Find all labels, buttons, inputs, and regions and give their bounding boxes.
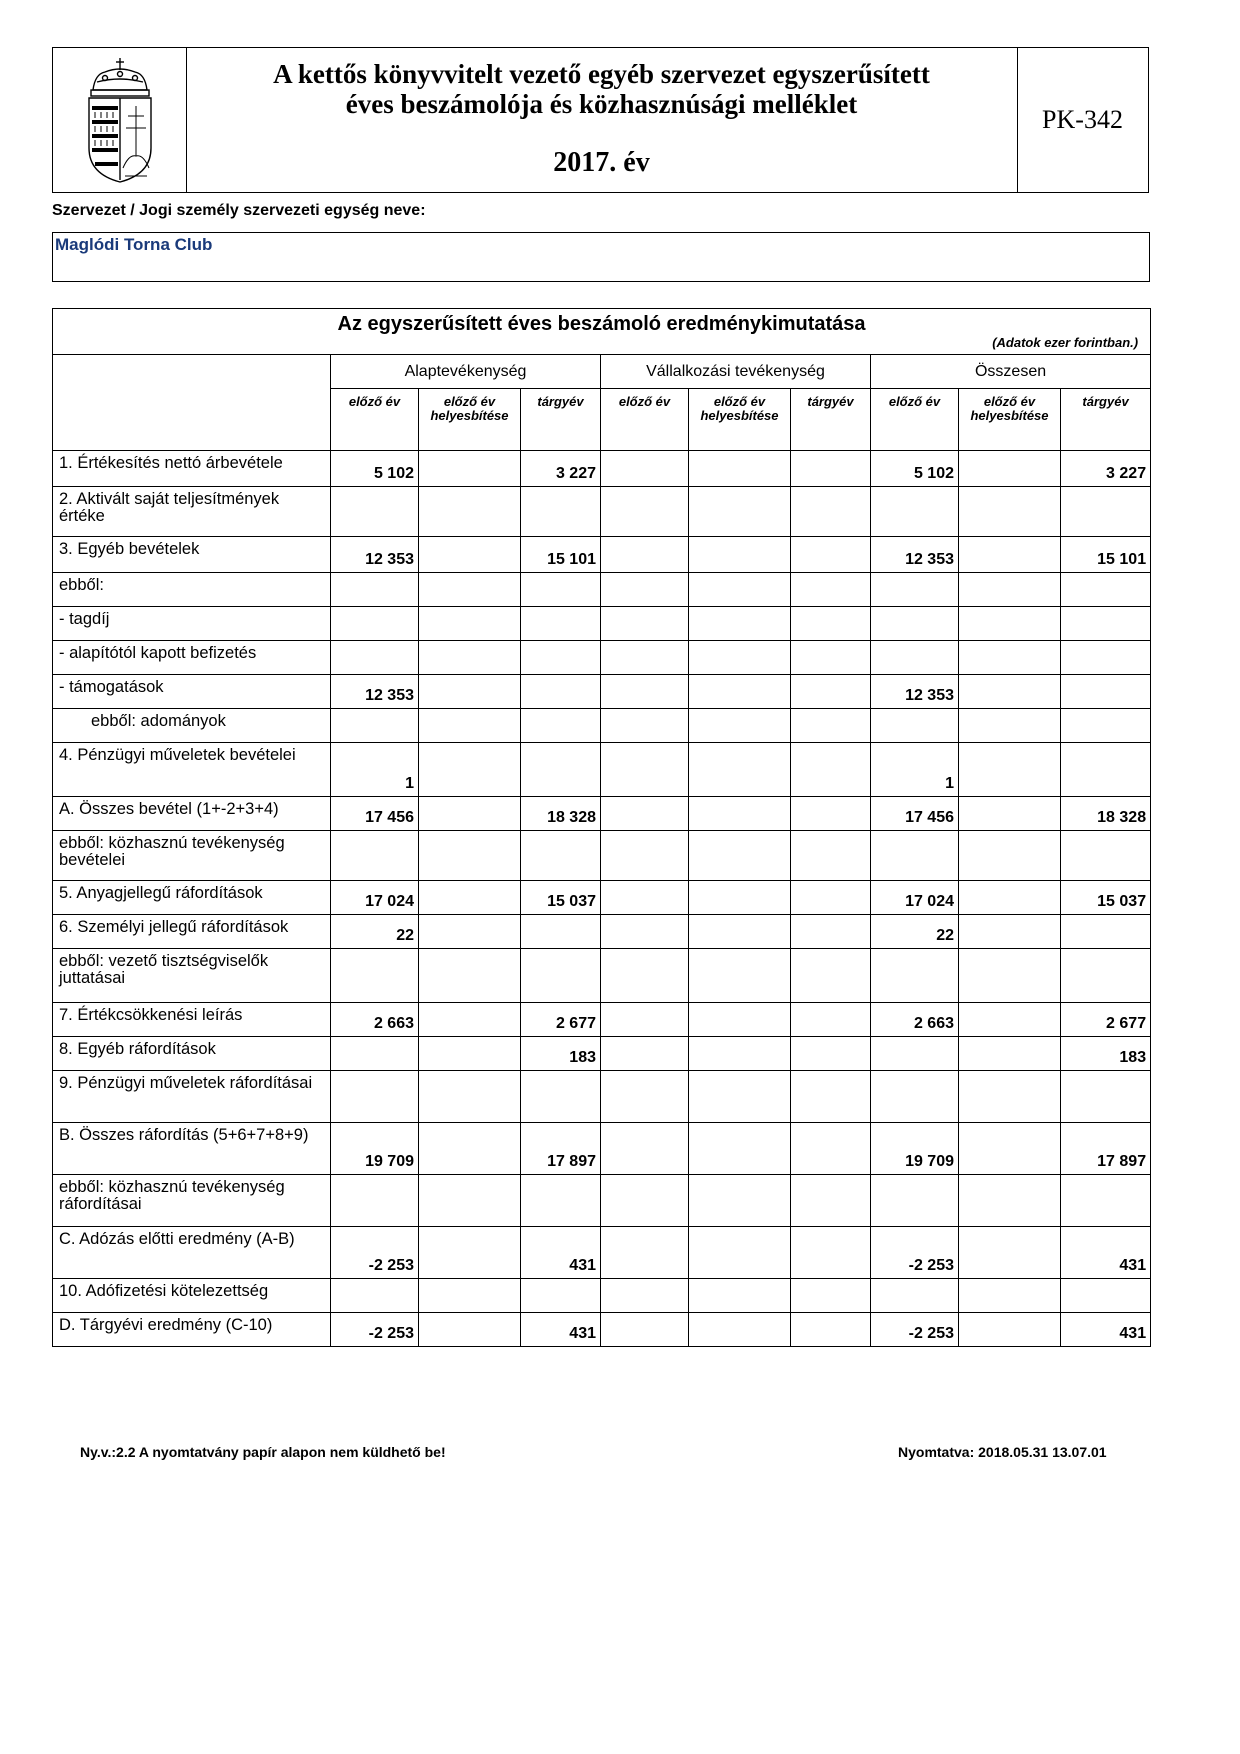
row-label: 8. Egyéb ráfordítások: [53, 1037, 331, 1071]
value-cell: 15 037: [1061, 881, 1151, 915]
form-year: 2017. év: [553, 147, 650, 178]
value-cell: [601, 709, 689, 743]
value-cell: [1061, 915, 1151, 949]
row-label: A. Összes bevétel (1+-2+3+4): [53, 797, 331, 831]
value-cell: [331, 1175, 419, 1227]
row-label: B. Összes ráfordítás (5+6+7+8+9): [53, 1123, 331, 1175]
form-code: PK-342: [1042, 105, 1123, 134]
value-cell: [959, 1071, 1061, 1123]
form-title: [186, 48, 1018, 192]
value-cell: [959, 709, 1061, 743]
value-cell: [1061, 1279, 1151, 1313]
value-cell: [689, 797, 791, 831]
value-cell: [521, 915, 601, 949]
table-row: [53, 675, 1151, 709]
value-cell: 22: [331, 915, 419, 949]
value-cell: [1061, 1175, 1151, 1227]
value-cell: [601, 797, 689, 831]
value-cell: [871, 607, 959, 641]
value-cell: [689, 881, 791, 915]
value-cell: [959, 1003, 1061, 1037]
value-cell: [791, 709, 871, 743]
table-row: [53, 949, 1151, 1003]
value-cell: [1061, 831, 1151, 881]
subheader-previous-year-correction: előző év helyesbítése: [959, 389, 1061, 451]
value-cell: 19 709: [331, 1123, 419, 1175]
row-label: C. Adózás előtti eredmény (A-B): [53, 1227, 331, 1279]
value-cell: [1061, 1071, 1151, 1123]
value-cell: [689, 915, 791, 949]
value-cell: [521, 949, 601, 1003]
value-cell: [419, 607, 521, 641]
form-header: [52, 47, 1149, 193]
value-cell: [689, 573, 791, 607]
print-timestamp: Nyomtatva: 2018.05.31 13.07.01: [898, 1444, 1107, 1460]
value-cell: 12 353: [871, 537, 959, 573]
table-row: [53, 743, 1151, 797]
value-cell: [791, 915, 871, 949]
value-cell: [791, 641, 871, 675]
value-cell: [419, 1313, 521, 1347]
unit-note: (Adatok ezer forintban.): [992, 335, 1139, 350]
row-label: 3. Egyéb bevételek: [53, 537, 331, 573]
value-cell: 431: [1061, 1227, 1151, 1279]
value-cell: 5 102: [331, 451, 419, 487]
value-cell: [419, 709, 521, 743]
value-cell: [521, 1071, 601, 1123]
value-cell: [959, 537, 1061, 573]
value-cell: [689, 641, 791, 675]
value-cell: [871, 487, 959, 537]
row-label: 9. Pénzügyi műveletek ráfordításai: [53, 1071, 331, 1123]
value-cell: [791, 1175, 871, 1227]
value-cell: [871, 1071, 959, 1123]
value-cell: [601, 949, 689, 1003]
value-cell: [791, 451, 871, 487]
value-cell: 12 353: [871, 675, 959, 709]
value-cell: [791, 881, 871, 915]
value-cell: 431: [1061, 1313, 1151, 1347]
value-cell: [331, 709, 419, 743]
value-cell: [521, 709, 601, 743]
value-cell: [419, 487, 521, 537]
subheader-previous-year: előző év: [331, 389, 419, 451]
value-cell: 17 024: [871, 881, 959, 915]
value-cell: [689, 1313, 791, 1347]
table-row: [53, 451, 1151, 487]
value-cell: 1: [331, 743, 419, 797]
value-cell: [419, 881, 521, 915]
value-cell: [419, 1123, 521, 1175]
value-cell: 431: [521, 1313, 601, 1347]
organization-label: Szervezet / Jogi személy szervezeti egység neve:: [52, 202, 426, 219]
value-cell: [959, 949, 1061, 1003]
value-cell: [419, 1071, 521, 1123]
value-cell: 183: [521, 1037, 601, 1071]
table-row: [53, 915, 1151, 949]
row-label: - alapítótól kapott befizetés: [53, 641, 331, 675]
value-cell: 12 353: [331, 537, 419, 573]
row-label: ebből: közhasznú tevékenység bevételei: [53, 831, 331, 881]
subheader-current-year: tárgyév: [791, 389, 871, 451]
value-cell: [689, 1123, 791, 1175]
value-cell: 17 456: [331, 797, 419, 831]
value-cell: [601, 1175, 689, 1227]
value-cell: [689, 487, 791, 537]
value-cell: [871, 641, 959, 675]
value-cell: [601, 675, 689, 709]
value-cell: [959, 881, 1061, 915]
table-title: Az egyszerűsített éves beszámoló eredménykimutatása: [337, 313, 866, 335]
group-header-business: Vállalkozási tevékenység: [601, 355, 871, 389]
value-cell: 17 456: [871, 797, 959, 831]
value-cell: [601, 1227, 689, 1279]
value-cell: [521, 487, 601, 537]
value-cell: 22: [871, 915, 959, 949]
value-cell: 1: [871, 743, 959, 797]
value-cell: [959, 675, 1061, 709]
subheader-current-year: tárgyév: [521, 389, 601, 451]
value-cell: [791, 949, 871, 1003]
value-cell: [791, 537, 871, 573]
value-cell: [791, 1003, 871, 1037]
value-cell: [521, 743, 601, 797]
value-cell: [959, 797, 1061, 831]
value-cell: [419, 675, 521, 709]
value-cell: 2 677: [1061, 1003, 1151, 1037]
value-cell: [959, 573, 1061, 607]
value-cell: [1061, 675, 1151, 709]
value-cell: [959, 1037, 1061, 1071]
value-cell: 2 663: [331, 1003, 419, 1037]
value-cell: 2 677: [521, 1003, 601, 1037]
table-row: [53, 1175, 1151, 1227]
value-cell: [419, 1003, 521, 1037]
value-cell: [871, 1175, 959, 1227]
value-cell: [601, 915, 689, 949]
value-cell: 3 227: [1061, 451, 1151, 487]
value-cell: [689, 949, 791, 1003]
value-cell: [791, 831, 871, 881]
value-cell: 2 663: [871, 1003, 959, 1037]
table-body: [53, 451, 1151, 1347]
table-row: [53, 537, 1151, 573]
value-cell: 17 024: [331, 881, 419, 915]
subheader-previous-year: előző év: [601, 389, 689, 451]
value-cell: [331, 641, 419, 675]
row-label: 7. Értékcsökkenési leírás: [53, 1003, 331, 1037]
value-cell: [689, 607, 791, 641]
row-label: 2. Aktivált saját teljesítmények értéke: [53, 487, 331, 537]
footer-note: Ny.v.:2.2 A nyomtatvány papír alapon nem küldhető be!: [80, 1444, 446, 1460]
value-cell: [959, 743, 1061, 797]
value-cell: [521, 1279, 601, 1313]
value-cell: [689, 537, 791, 573]
table-row: [53, 797, 1151, 831]
row-label: 10. Adófizetési kötelezettség: [53, 1279, 331, 1313]
value-cell: -2 253: [871, 1227, 959, 1279]
value-cell: [419, 949, 521, 1003]
value-cell: [419, 797, 521, 831]
value-cell: [601, 881, 689, 915]
table-row: [53, 1279, 1151, 1313]
table-row: [53, 881, 1151, 915]
value-cell: [521, 573, 601, 607]
value-cell: [689, 675, 791, 709]
value-cell: [791, 797, 871, 831]
value-cell: [419, 451, 521, 487]
table-row: [53, 1003, 1151, 1037]
value-cell: [959, 915, 1061, 949]
value-cell: [689, 831, 791, 881]
coat-of-arms-icon: [53, 48, 187, 192]
group-header-total: Összesen: [871, 355, 1151, 389]
value-cell: [601, 641, 689, 675]
value-cell: [959, 1175, 1061, 1227]
table-title-cell: [53, 309, 1151, 355]
value-cell: 17 897: [521, 1123, 601, 1175]
value-cell: 12 353: [331, 675, 419, 709]
value-cell: [959, 1227, 1061, 1279]
row-label: ebből: adományok: [53, 709, 331, 743]
value-cell: [601, 573, 689, 607]
table-row: [53, 831, 1151, 881]
table-row: [53, 607, 1151, 641]
value-cell: [871, 949, 959, 1003]
value-cell: [791, 487, 871, 537]
label-header-cell: [53, 355, 331, 451]
value-cell: [959, 451, 1061, 487]
value-cell: 17 897: [1061, 1123, 1151, 1175]
value-cell: [419, 1279, 521, 1313]
value-cell: [419, 641, 521, 675]
value-cell: 15 037: [521, 881, 601, 915]
value-cell: [791, 1037, 871, 1071]
table-row: [53, 1227, 1151, 1279]
value-cell: [1061, 487, 1151, 537]
value-cell: [601, 487, 689, 537]
value-cell: [1061, 641, 1151, 675]
table-row: [53, 1071, 1151, 1123]
value-cell: [419, 537, 521, 573]
value-cell: [419, 915, 521, 949]
value-cell: [601, 831, 689, 881]
table-row: [53, 487, 1151, 537]
row-label: - tagdíj: [53, 607, 331, 641]
value-cell: [959, 1123, 1061, 1175]
value-cell: [331, 573, 419, 607]
value-cell: [791, 1313, 871, 1347]
value-cell: 18 328: [1061, 797, 1151, 831]
value-cell: 431: [521, 1227, 601, 1279]
value-cell: [791, 1071, 871, 1123]
row-label: ebből: vezető tisztségviselők juttatásai: [53, 949, 331, 1003]
value-cell: [791, 1279, 871, 1313]
value-cell: [1061, 709, 1151, 743]
value-cell: [521, 1175, 601, 1227]
value-cell: [331, 1071, 419, 1123]
value-cell: [601, 1037, 689, 1071]
table-row: [53, 641, 1151, 675]
value-cell: [959, 1313, 1061, 1347]
table-row: [53, 1037, 1151, 1071]
value-cell: [689, 1003, 791, 1037]
value-cell: [601, 537, 689, 573]
value-cell: [791, 675, 871, 709]
value-cell: 183: [1061, 1037, 1151, 1071]
value-cell: [331, 607, 419, 641]
value-cell: [791, 573, 871, 607]
value-cell: -2 253: [871, 1313, 959, 1347]
value-cell: [1061, 573, 1151, 607]
value-cell: [331, 1279, 419, 1313]
row-label: 1. Értékesítés nettó árbevétele: [53, 451, 331, 487]
value-cell: [689, 1227, 791, 1279]
value-cell: [419, 573, 521, 607]
value-cell: [601, 607, 689, 641]
value-cell: [959, 1279, 1061, 1313]
row-label: ebből:: [53, 573, 331, 607]
value-cell: [521, 641, 601, 675]
organization-name-field: [52, 232, 1150, 282]
value-cell: [791, 1123, 871, 1175]
row-label: 6. Személyi jellegű ráfordítások: [53, 915, 331, 949]
value-cell: -2 253: [331, 1227, 419, 1279]
value-cell: [689, 1175, 791, 1227]
subheader-previous-year-correction: előző év helyesbítése: [689, 389, 791, 451]
value-cell: [331, 831, 419, 881]
value-cell: [689, 1037, 791, 1071]
value-cell: -2 253: [331, 1313, 419, 1347]
value-cell: 15 101: [1061, 537, 1151, 573]
income-statement-table: [52, 308, 1151, 1347]
value-cell: [1061, 743, 1151, 797]
subheader-previous-year-correction: előző év helyesbítése: [419, 389, 521, 451]
row-label: 5. Anyagjellegű ráfordítások: [53, 881, 331, 915]
value-cell: [959, 831, 1061, 881]
value-cell: [959, 487, 1061, 537]
form-title-line2: éves beszámolója és közhasznúsági melléklet: [345, 89, 858, 119]
value-cell: [689, 451, 791, 487]
table-row: [53, 1123, 1151, 1175]
value-cell: [959, 607, 1061, 641]
row-label: D. Tárgyévi eredmény (C-10): [53, 1313, 331, 1347]
value-cell: [959, 641, 1061, 675]
row-label: - támogatások: [53, 675, 331, 709]
value-cell: [601, 743, 689, 797]
value-cell: [689, 1071, 791, 1123]
value-cell: [419, 1037, 521, 1071]
organization-name: Maglódi Torna Club: [55, 235, 213, 254]
value-cell: 18 328: [521, 797, 601, 831]
value-cell: [871, 573, 959, 607]
value-cell: 5 102: [871, 451, 959, 487]
row-label: 4. Pénzügyi műveletek bevételei: [53, 743, 331, 797]
group-header-basic: Alaptevékenység: [331, 355, 601, 389]
value-cell: [521, 675, 601, 709]
value-cell: [871, 1279, 959, 1313]
value-cell: [331, 949, 419, 1003]
value-cell: [419, 743, 521, 797]
value-cell: [331, 1037, 419, 1071]
value-cell: 3 227: [521, 451, 601, 487]
subheader-previous-year: előző év: [871, 389, 959, 451]
value-cell: [601, 1313, 689, 1347]
value-cell: [601, 451, 689, 487]
value-cell: [331, 487, 419, 537]
table-row: [53, 1313, 1151, 1347]
value-cell: [871, 1037, 959, 1071]
subheader-current-year: tárgyév: [1061, 389, 1151, 451]
value-cell: [871, 831, 959, 881]
value-cell: [601, 1071, 689, 1123]
value-cell: 19 709: [871, 1123, 959, 1175]
value-cell: [1061, 949, 1151, 1003]
form-title-line1: A kettős könyvvitelt vezető egyéb szervezet egyszerűsített: [273, 59, 930, 89]
table-row: [53, 709, 1151, 743]
value-cell: 15 101: [521, 537, 601, 573]
value-cell: [791, 607, 871, 641]
value-cell: [689, 1279, 791, 1313]
value-cell: [601, 1279, 689, 1313]
value-cell: [1061, 607, 1151, 641]
value-cell: [601, 1123, 689, 1175]
value-cell: [419, 1175, 521, 1227]
value-cell: [521, 831, 601, 881]
value-cell: [791, 1227, 871, 1279]
value-cell: [791, 743, 871, 797]
value-cell: [871, 709, 959, 743]
value-cell: [689, 709, 791, 743]
value-cell: [419, 1227, 521, 1279]
table-row: [53, 573, 1151, 607]
value-cell: [419, 831, 521, 881]
row-label: ebből: közhasznú tevékenység ráfordításai: [53, 1175, 331, 1227]
value-cell: [689, 743, 791, 797]
value-cell: [601, 1003, 689, 1037]
value-cell: [521, 607, 601, 641]
